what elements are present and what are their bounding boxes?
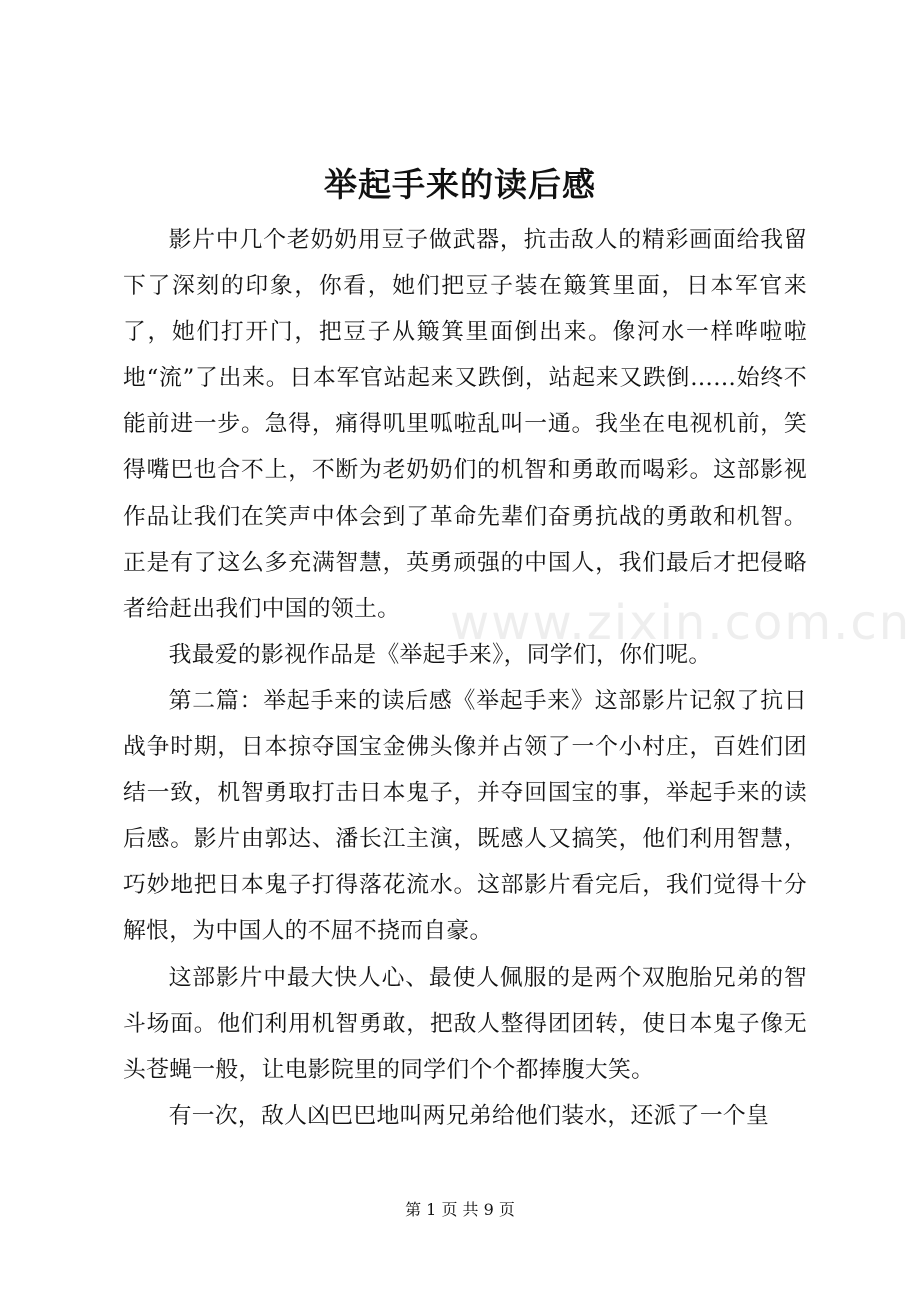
- paragraph: 这部影片中最大快人心、最使人佩服的是两个双胞胎兄弟的智斗场面。他们利用机智勇敢，把敌人整得团团转，使日本鬼子像无头苍蝇一般，让电影院里的同学们个个都捧腹大笑。: [123, 964, 807, 1083]
- paragraph: 影片中几个老奶奶用豆子做武器，抗击敌人的精彩画面给我留下了深刻的印象，你看，她们把豆子装在簸箕里面，日本军官来了，她们打开门，把豆子从簸箕里面倒出来。像河水一样哗啦啦地“流”了出来。日本军官站起来又跌倒，站起来又跌倒……始终不能前进一步。急得，痛得叽里呱啦乱叫一通。我坐在电视机前，笑得嘴巴也合不上，不断为老奶奶们的机智和勇敢而喝彩。这部影视作品让我们在笑声中体会到了革命先辈们奋勇抗战的勇敢和机智。正是有了这么多充满智慧，英勇顽强的中国人，我们最后才把侵略者给赶出我们中国的领土。: [123, 227, 807, 622]
- paragraph: 第二篇：举起手来的读后感《举起手来》这部影片记叙了抗日战争时期，日本掠夺国宝金佛头像并占领了一个小村庄，百姓们团结一致，机智勇取打击日本鬼子，并夺回国宝的事，举起手来的读后感。影片由郭达、潘长江主演，既感人又搞笑，他们利用智慧，巧妙地把日本鬼子打得落花流水。这部影片看完后，我们觉得十分解恨，为中国人的不屈不挠而自豪。: [123, 687, 807, 945]
- document-body: [123, 217, 807, 1139]
- paragraph: 我最爱的影视作品是《举起手来》，同学们，你们呢。: [168, 641, 712, 668]
- watermark: www.zixin.com.cn: [450, 595, 912, 651]
- page-number-footer: 第 1 页 共 9 页: [405, 1200, 515, 1219]
- paragraph: 有一次，敌人凶巴巴地叫两兄弟给他们装水，还派了一个皇: [168, 1102, 770, 1129]
- document-title: 举起手来的读后感: [324, 165, 596, 204]
